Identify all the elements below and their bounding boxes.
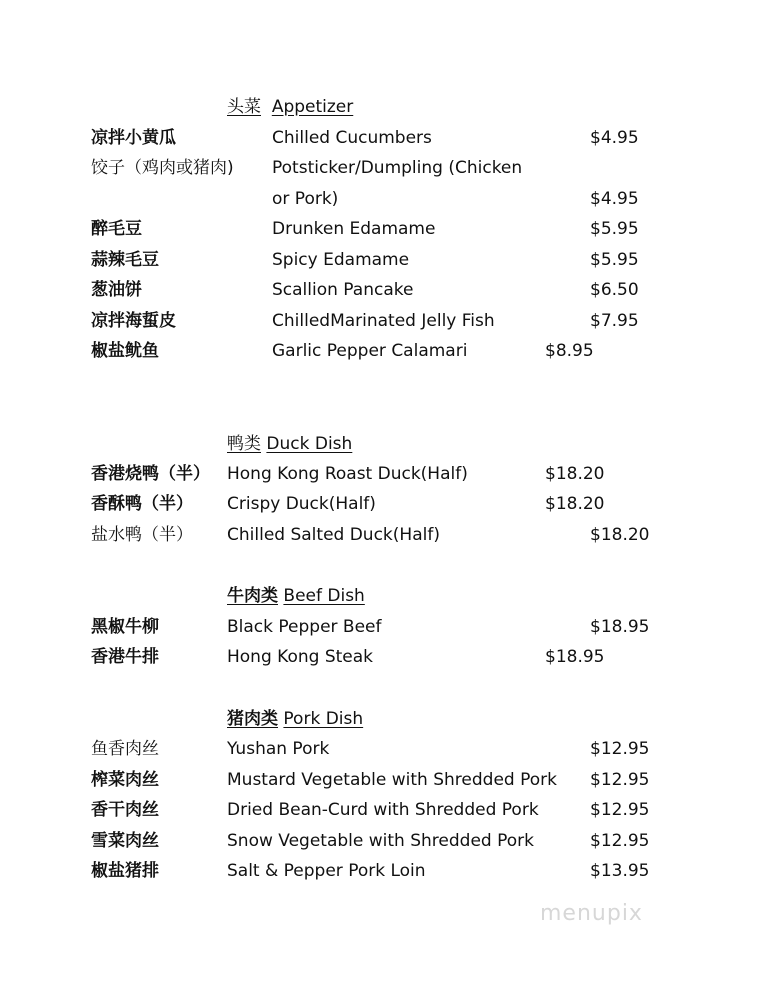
item-name-zh: 蒜辣毛豆 bbox=[91, 250, 159, 270]
menu-item bbox=[0, 613, 772, 641]
item-price: $8.95 bbox=[545, 341, 594, 361]
item-price: $12.95 bbox=[590, 770, 650, 790]
item-price: $5.95 bbox=[590, 219, 639, 239]
item-name-en: ChilledMarinated Jelly Fish bbox=[272, 311, 495, 331]
section-heading-zh: 鸭类 bbox=[227, 434, 261, 454]
item-name-en: Spicy Edamame bbox=[272, 250, 410, 270]
item-name-zh: 葱油饼 bbox=[91, 280, 142, 300]
section-heading-zh: 头菜 bbox=[227, 97, 261, 117]
item-name-en: Potsticker/Dumpling (Chicken bbox=[272, 158, 523, 178]
item-price: $5.95 bbox=[590, 250, 639, 270]
item-name-en: Black Pepper Beef bbox=[227, 617, 382, 637]
section-heading-appetizer bbox=[227, 93, 353, 121]
menu-item bbox=[0, 643, 772, 671]
item-name-en: Garlic Pepper Calamari bbox=[272, 341, 468, 361]
menu-item bbox=[0, 735, 772, 763]
item-name-en: Hong Kong Steak bbox=[227, 647, 374, 667]
item-name-zh: 椒盐鱿鱼 bbox=[91, 341, 159, 361]
item-name-zh: 凉拌小黄瓜 bbox=[91, 128, 176, 148]
item-name-en: Hong Kong Roast Duck(Half) bbox=[227, 464, 468, 484]
item-name-zh: 凉拌海蜇皮 bbox=[91, 311, 176, 331]
item-name-en: Snow Vegetable with Shredded Pork bbox=[227, 831, 534, 851]
menu-item bbox=[0, 154, 772, 182]
section-heading-en: Beef Dish bbox=[283, 586, 365, 606]
item-name-zh: 醉毛豆 bbox=[91, 219, 142, 239]
item-price: $12.95 bbox=[590, 739, 650, 759]
section-heading-beef bbox=[227, 582, 365, 610]
menu-item bbox=[0, 490, 772, 518]
section-heading-en: Pork Dish bbox=[283, 709, 364, 729]
section-heading-en: Duck Dish bbox=[266, 434, 353, 454]
item-name-zh: 饺子（鸡肉或猪肉) bbox=[91, 158, 234, 178]
item-name-en: Dried Bean-Curd with Shredded Pork bbox=[227, 800, 539, 820]
section-heading-duck bbox=[227, 430, 352, 458]
menu-item bbox=[0, 124, 772, 152]
item-name-en: Salt & Pepper Pork Loin bbox=[227, 861, 426, 881]
section-heading-zh: 猪肉类 bbox=[227, 709, 278, 729]
item-name-en: Yushan Pork bbox=[227, 739, 330, 759]
item-name-zh: 鱼香肉丝 bbox=[91, 739, 159, 759]
item-price: $18.20 bbox=[545, 494, 605, 514]
item-price: $6.50 bbox=[590, 280, 639, 300]
menupix-watermark: menupix bbox=[540, 901, 643, 926]
section-heading-zh: 牛肉类 bbox=[227, 586, 278, 606]
item-price: $18.95 bbox=[545, 647, 605, 667]
item-price: $13.95 bbox=[590, 861, 650, 881]
item-price: $4.95 bbox=[590, 128, 639, 148]
item-name-zh: 香干肉丝 bbox=[91, 800, 159, 820]
item-price: $12.95 bbox=[590, 800, 650, 820]
item-price: $18.20 bbox=[545, 464, 605, 484]
item-name-en: Crispy Duck(Half) bbox=[227, 494, 376, 514]
item-name-en: or Pork) bbox=[272, 189, 339, 209]
menu-item-continuation bbox=[0, 185, 772, 213]
menu-item bbox=[0, 521, 772, 549]
item-price: $12.95 bbox=[590, 831, 650, 851]
menu-item bbox=[0, 460, 772, 488]
item-name-zh: 香港牛排 bbox=[91, 647, 159, 667]
section-heading-pork bbox=[227, 705, 363, 733]
menu-item bbox=[0, 307, 772, 335]
item-name-en: Drunken Edamame bbox=[272, 219, 436, 239]
menu-item bbox=[0, 796, 772, 824]
item-name-zh: 雪菜肉丝 bbox=[91, 831, 159, 851]
item-name-zh: 香港烧鸭（半） bbox=[91, 464, 210, 484]
menu-item bbox=[0, 246, 772, 274]
item-name-en: Chilled Cucumbers bbox=[272, 128, 432, 148]
item-name-zh: 黑椒牛柳 bbox=[91, 617, 159, 637]
menu-item bbox=[0, 766, 772, 794]
item-name-zh: 盐水鸭（半） bbox=[91, 525, 193, 545]
menu-item bbox=[0, 827, 772, 855]
menu-item bbox=[0, 337, 772, 365]
item-name-en: Chilled Salted Duck(Half) bbox=[227, 525, 440, 545]
menu-item bbox=[0, 215, 772, 243]
menu-item bbox=[0, 276, 772, 304]
item-name-zh: 榨菜肉丝 bbox=[91, 770, 159, 790]
menu-item bbox=[0, 857, 772, 885]
item-price: $18.95 bbox=[590, 617, 650, 637]
item-name-en: Mustard Vegetable with Shredded Pork bbox=[227, 770, 557, 790]
item-price: $18.20 bbox=[590, 525, 650, 545]
item-name-zh: 香酥鸭（半） bbox=[91, 494, 193, 514]
item-name-zh: 椒盐猪排 bbox=[91, 861, 159, 881]
section-heading-en: Appetizer bbox=[271, 97, 354, 117]
item-price: $4.95 bbox=[590, 189, 639, 209]
item-price: $7.95 bbox=[590, 311, 639, 331]
item-name-en: Scallion Pancake bbox=[272, 280, 414, 300]
